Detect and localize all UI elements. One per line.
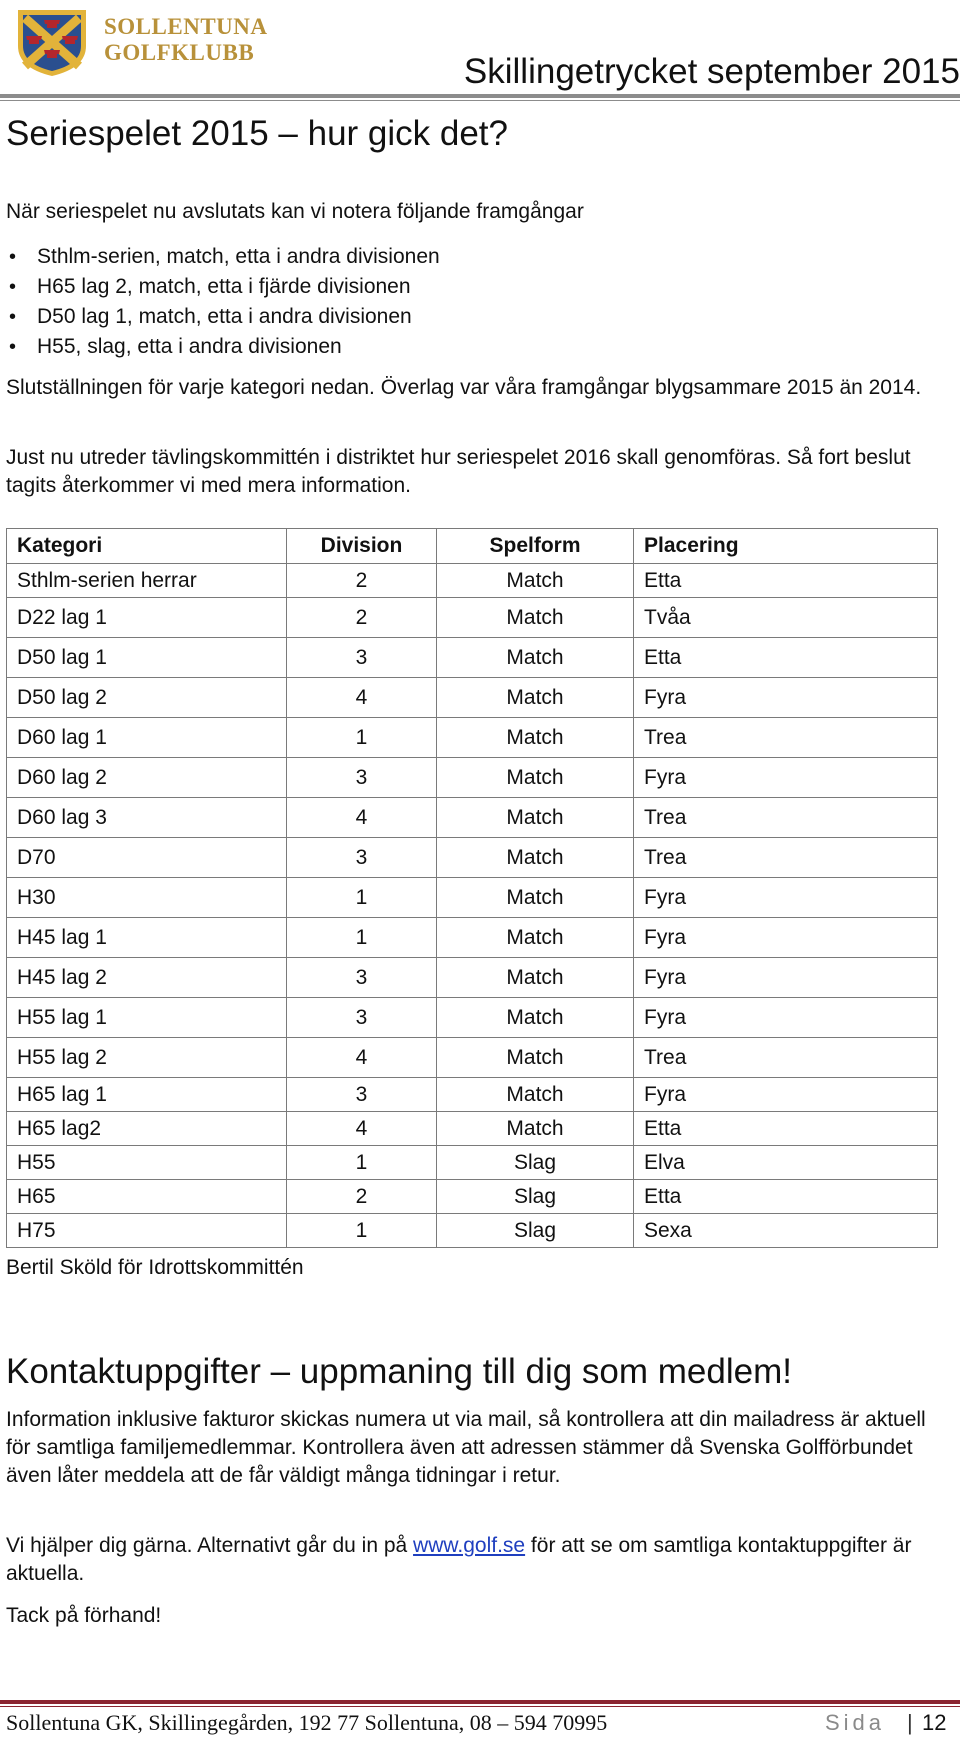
cell-division: 1 [287,878,437,918]
table-row [7,758,938,798]
cell-division: 1 [287,1214,437,1248]
cell-kategori: D60 lag 1 [7,718,287,758]
list-item: • H55, slag, etta i andra divisionen [6,332,440,362]
help-text-end: för att se om samtliga kontaktuppgifter är aktuella. [6,1534,912,1585]
cell-division: 4 [287,1038,437,1078]
cell-placering: Trea [634,718,938,758]
footer-address: Sollentuna GK, Skillingegården, 192 77 Sollentuna, 08 – 594 70995 [6,1710,608,1735]
table-header-row [7,529,938,564]
cell-kategori: H55 lag 1 [7,998,287,1038]
achievements-list [6,242,440,362]
help-text-start: Vi hjälper dig gärna. Alternativt går du in på [6,1534,414,1557]
cell-kategori: H75 [7,1214,287,1248]
signature: Bertil Sköld för Idrottskommittén [6,1256,304,1279]
cell-placering: Trea [634,1038,938,1078]
cell-division: 4 [287,798,437,838]
cell-kategori: D50 lag 2 [7,678,287,718]
table-row [7,1180,938,1214]
cell-kategori: H55 [7,1146,287,1180]
cell-placering: Tvåa [634,598,938,638]
cell-spelform: Match [437,678,634,718]
column-header-division: Division [287,529,437,564]
cell-division: 3 [287,638,437,678]
table-row [7,718,938,758]
footer-separator: | [907,1710,913,1735]
header-divider [0,94,960,98]
cell-kategori: D60 lag 2 [7,758,287,798]
cell-spelform: Slag [437,1214,634,1248]
cell-division: 2 [287,1180,437,1214]
list-item: • D50 lag 1, match, etta i andra divisionen [6,302,440,332]
cell-spelform: Match [437,798,634,838]
cell-placering: Trea [634,838,938,878]
cell-division: 1 [287,918,437,958]
cell-spelform: Match [437,638,634,678]
golf-se-link[interactable]: www.golf.se [413,1534,526,1557]
cell-division: 1 [287,1146,437,1180]
cell-kategori: H65 lag2 [7,1112,287,1146]
cell-division: 3 [287,958,437,998]
cell-spelform: Match [437,718,634,758]
cell-kategori: H55 lag 2 [7,1038,287,1078]
committee-paragraph: Just nu utreder tävlingskommittén i distriktet hur seriespelet 2016 skall genomföras. Så fort beslut tagits återkommer vi med mera information. [6,446,911,497]
cell-kategori: D50 lag 1 [7,638,287,678]
help-paragraph [6,1532,956,1588]
section-title-kontaktuppgifter: Kontaktuppgifter – uppmaning till dig som medlem! [6,1352,792,1391]
club-name-line2: GOLFKLUBB [104,40,255,65]
column-header-placering: Placering [634,529,938,564]
section-title-seriespelet: Seriespelet 2015 – hur gick det? [6,114,508,153]
cell-kategori: H30 [7,878,287,918]
cell-spelform: Match [437,878,634,918]
table-row [7,878,938,918]
cell-spelform: Match [437,758,634,798]
cell-kategori: D60 lag 3 [7,798,287,838]
cell-division: 4 [287,678,437,718]
footer-divider [0,1700,960,1704]
cell-placering: Etta [634,1112,938,1146]
cell-spelform: Match [437,918,634,958]
cell-placering: Fyra [634,758,938,798]
cell-placering: Sexa [634,1214,938,1248]
cell-kategori: H65 lag 1 [7,1078,287,1112]
column-header-kategori: Kategori [7,529,287,564]
cell-placering: Trea [634,798,938,838]
club-name-line1: SOLLENTUNA [104,14,268,39]
column-header-spelform: Spelform [437,529,634,564]
contact-info-paragraph: Information inklusive fakturor skickas numera ut via mail, så kontrollera att din mailadress är aktuell för samtliga familjemedlemmar. Kontrollera även att adressen stämmer då Svenska Golfförbundet även låter meddela att de får väldigt många tidningar i retur. [6,1408,926,1487]
table-row [7,1214,938,1248]
cell-spelform: Match [437,1078,634,1112]
table-row [7,1078,938,1112]
header-divider-thin [0,100,960,101]
table-row [7,798,938,838]
table-row [7,598,938,638]
list-item: • H65 lag 2, match, etta i fjärde divisionen [6,272,440,302]
footer-divider-thin [0,1706,960,1707]
club-logo [12,6,92,78]
cell-spelform: Slag [437,1180,634,1214]
cell-spelform: Match [437,598,634,638]
table-row [7,998,938,1038]
table-row [7,564,938,598]
cell-division: 3 [287,998,437,1038]
cell-division: 4 [287,1112,437,1146]
cell-kategori: D70 [7,838,287,878]
cell-placering: Fyra [634,878,938,918]
results-table [6,528,938,1248]
cell-kategori: H45 lag 1 [7,918,287,958]
cell-placering: Elva [634,1146,938,1180]
footer-page-label: Sida [825,1710,886,1735]
cell-spelform: Match [437,998,634,1038]
cell-placering: Fyra [634,958,938,998]
cell-kategori: Sthlm-serien herrar [7,564,287,598]
cell-spelform: Match [437,958,634,998]
cell-spelform: Slag [437,1146,634,1180]
table-row [7,638,938,678]
table-row [7,958,938,998]
cell-division: 1 [287,718,437,758]
list-item: • Sthlm-serien, match, etta i andra divisionen [6,242,440,272]
table-row [7,1146,938,1180]
table-row [7,1112,938,1146]
page-number: 12 [922,1710,947,1735]
standings-paragraph: Slutställningen för varje kategori nedan. Överlag var våra framgångar blygsammare 2015 än 2014. [6,376,922,399]
newsletter-title: Skillingetrycket september 2015 [463,52,960,91]
cell-spelform: Match [437,564,634,598]
cell-spelform: Match [437,838,634,878]
table-row [7,838,938,878]
cell-placering: Etta [634,1180,938,1214]
cell-placering: Fyra [634,678,938,718]
cell-kategori: H45 lag 2 [7,958,287,998]
intro-paragraph: När seriespelet nu avslutats kan vi notera följande framgångar [6,200,584,223]
table-row [7,918,938,958]
cell-placering: Etta [634,638,938,678]
thanks-paragraph: Tack på förhand! [6,1604,162,1627]
cell-placering: Fyra [634,918,938,958]
cell-spelform: Match [437,1112,634,1146]
club-name [104,14,267,66]
cell-division: 3 [287,838,437,878]
cell-division: 2 [287,564,437,598]
cell-division: 2 [287,598,437,638]
cell-division: 3 [287,1078,437,1112]
cell-placering: Etta [634,564,938,598]
table-row [7,1038,938,1078]
cell-division: 3 [287,758,437,798]
cell-placering: Fyra [634,998,938,1038]
cell-kategori: D22 lag 1 [7,598,287,638]
table-row [7,678,938,718]
table-body [7,564,938,1248]
cell-kategori: H65 [7,1180,287,1214]
cell-placering: Fyra [634,1078,938,1112]
cell-spelform: Match [437,1038,634,1078]
